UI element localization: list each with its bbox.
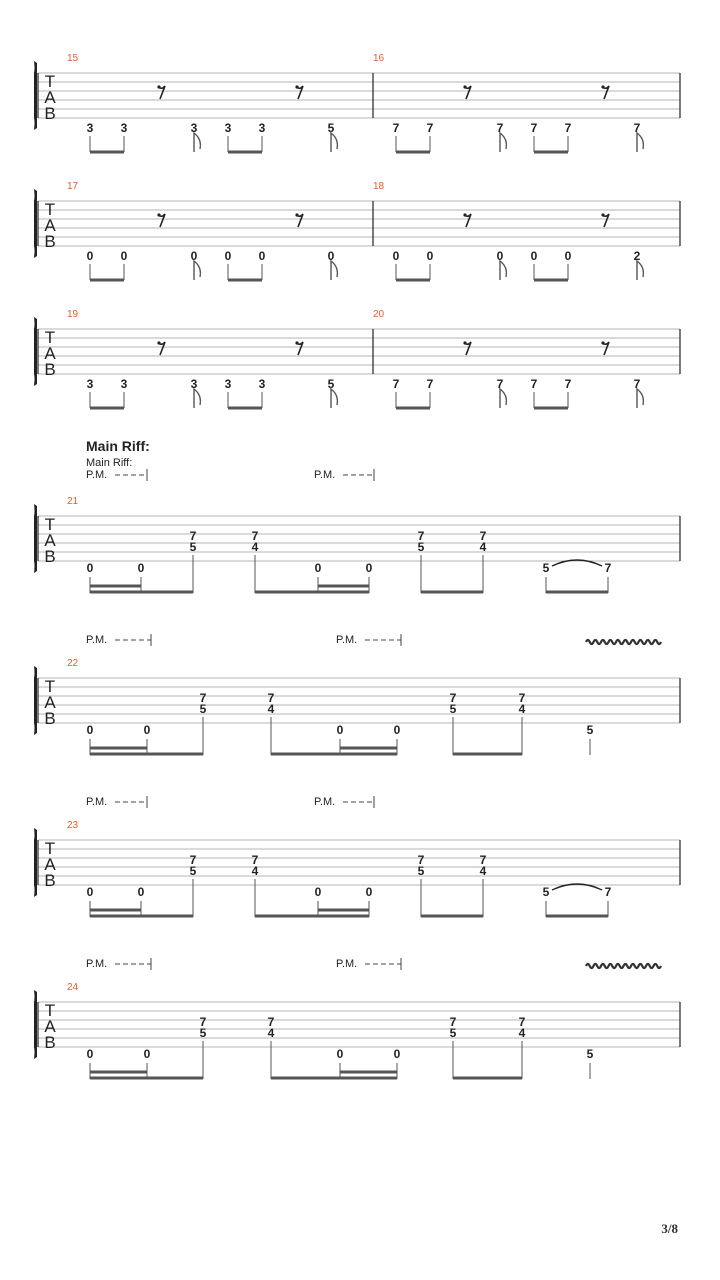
fret-number: 7 — [633, 121, 641, 135]
palm-mute-label: P.M. — [86, 796, 108, 808]
fret-number: 7 — [496, 377, 504, 391]
fret-number: 0 — [86, 249, 94, 263]
bar-number: 22 — [67, 658, 79, 669]
tab-clef-b: B — [44, 547, 56, 566]
fret-number: 4 — [518, 702, 526, 716]
fret-number: 7 — [604, 885, 612, 899]
fret-number: 0 — [496, 249, 504, 263]
fret-number: 7 — [564, 121, 572, 135]
fret-number: 7 — [426, 121, 434, 135]
fret-number: 0 — [393, 1047, 401, 1061]
tab-clef-b: B — [44, 871, 56, 890]
eighth-rest — [601, 213, 604, 216]
eighth-rest — [157, 341, 160, 344]
fret-number: 5 — [449, 1026, 457, 1040]
fret-number: 3 — [86, 121, 94, 135]
note-flag — [637, 133, 643, 152]
system-bracket — [34, 990, 37, 1059]
fret-number: 7 — [251, 853, 259, 867]
vibrato — [586, 964, 661, 968]
note-flag — [637, 389, 643, 408]
fret-number: 4 — [479, 864, 487, 878]
tab-clef-b: B — [44, 104, 56, 123]
fret-number: 5 — [542, 885, 550, 899]
fret-number: 7 — [199, 691, 207, 705]
fret-number: 0 — [365, 561, 373, 575]
fret-number: 0 — [336, 723, 344, 737]
fret-number: 4 — [267, 1026, 275, 1040]
palm-mute-label: P.M. — [314, 796, 336, 808]
eighth-rest — [157, 85, 160, 88]
note-flag — [194, 389, 200, 408]
tab-clef-a: A — [44, 344, 56, 363]
fret-number: 0 — [314, 561, 322, 575]
fret-number: 7 — [392, 121, 400, 135]
eighth-rest — [157, 213, 160, 216]
fret-number: 0 — [530, 249, 538, 263]
fret-number: 0 — [258, 249, 266, 263]
fret-number: 0 — [143, 723, 151, 737]
fret-number: 0 — [393, 723, 401, 737]
fret-number: 5 — [327, 121, 335, 135]
fret-number: 0 — [327, 249, 335, 263]
system-bracket — [34, 828, 37, 897]
fret-number: 0 — [190, 249, 198, 263]
tab-clef-a: A — [44, 216, 56, 235]
bar-number: 15 — [67, 53, 79, 64]
fret-number: 3 — [120, 121, 128, 135]
tab-clef-b: B — [44, 360, 56, 379]
fret-number: 5 — [417, 540, 425, 554]
eighth-rest — [601, 85, 604, 88]
fret-number: 7 — [251, 529, 259, 543]
fret-number: 7 — [189, 529, 197, 543]
bar-number: 24 — [67, 982, 79, 993]
fret-number: 5 — [417, 864, 425, 878]
eighth-rest — [463, 213, 466, 216]
tab-clef-a: A — [44, 88, 56, 107]
fret-number: 5 — [586, 1047, 594, 1061]
fret-number: 4 — [479, 540, 487, 554]
system-bracket — [34, 666, 37, 735]
palm-mute-label: P.M. — [86, 958, 108, 970]
fret-number: 0 — [564, 249, 572, 263]
system-bracket — [34, 504, 37, 573]
fret-number: 7 — [518, 1015, 526, 1029]
fret-number: 0 — [314, 885, 322, 899]
vibrato — [586, 640, 661, 644]
fret-number: 2 — [633, 249, 641, 263]
tab-clef-a: A — [44, 531, 56, 550]
fret-number: 7 — [267, 1015, 275, 1029]
bar-number: 18 — [373, 181, 385, 192]
fret-number: 5 — [199, 1026, 207, 1040]
tab-clef-b: B — [44, 1033, 56, 1052]
page-number: 3/8 — [661, 1221, 678, 1236]
system-bracket — [34, 189, 37, 258]
fret-number: 7 — [479, 853, 487, 867]
eighth-rest — [295, 341, 298, 344]
palm-mute-label: P.M. — [336, 958, 358, 970]
fret-number: 7 — [633, 377, 641, 391]
note-flag — [194, 261, 200, 280]
fret-number: 4 — [267, 702, 275, 716]
bar-number: 21 — [67, 496, 79, 507]
eighth-rest — [463, 341, 466, 344]
fret-number: 7 — [604, 561, 612, 575]
fret-number: 0 — [137, 561, 145, 575]
fret-number: 7 — [530, 121, 538, 135]
tab-clef-a: A — [44, 693, 56, 712]
note-flag — [500, 261, 506, 280]
tab-clef-t: T — [44, 839, 56, 858]
tab-clef-a: A — [44, 1017, 56, 1036]
fret-number: 4 — [251, 540, 259, 554]
fret-number: 0 — [143, 1047, 151, 1061]
fret-number: 4 — [251, 864, 259, 878]
fret-number: 7 — [449, 1015, 457, 1029]
tab-clef-t: T — [44, 515, 56, 534]
section-title: Main Riff: — [86, 438, 150, 454]
fret-number: 0 — [86, 885, 94, 899]
tab-clef-b: B — [44, 709, 56, 728]
fret-number: 7 — [189, 853, 197, 867]
tab-clef-t: T — [44, 1001, 56, 1020]
fret-number: 0 — [86, 1047, 94, 1061]
tab-clef-t: T — [44, 72, 56, 91]
fret-number: 4 — [518, 1026, 526, 1040]
palm-mute-label: P.M. — [86, 634, 108, 646]
note-flag — [194, 133, 200, 152]
bar-number: 20 — [373, 309, 385, 320]
fret-number: 7 — [530, 377, 538, 391]
fret-number: 7 — [417, 853, 425, 867]
fret-number: 7 — [479, 529, 487, 543]
tab-clef-t: T — [44, 328, 56, 347]
fret-number: 0 — [365, 885, 373, 899]
bar-number: 16 — [373, 53, 385, 64]
palm-mute-label: P.M. — [314, 469, 336, 481]
fret-number: 3 — [86, 377, 94, 391]
fret-number: 3 — [224, 377, 232, 391]
eighth-rest — [463, 85, 466, 88]
note-flag — [331, 389, 337, 408]
fret-number: 7 — [496, 121, 504, 135]
note-flag — [331, 133, 337, 152]
note-flag — [500, 389, 506, 408]
note-flag — [500, 133, 506, 152]
fret-number: 5 — [189, 864, 197, 878]
fret-number: 0 — [120, 249, 128, 263]
fret-number: 7 — [392, 377, 400, 391]
note-flag — [637, 261, 643, 280]
fret-number: 5 — [542, 561, 550, 575]
fret-number: 3 — [224, 121, 232, 135]
fret-number: 7 — [417, 529, 425, 543]
fret-number: 5 — [199, 702, 207, 716]
tab-clef-t: T — [44, 677, 56, 696]
eighth-rest — [601, 341, 604, 344]
fret-number: 0 — [86, 561, 94, 575]
fret-number: 7 — [518, 691, 526, 705]
fret-number: 0 — [392, 249, 400, 263]
bar-number: 19 — [67, 309, 79, 320]
fret-number: 3 — [120, 377, 128, 391]
tab-clef-b: B — [44, 232, 56, 251]
fret-number: 0 — [224, 249, 232, 263]
fret-number: 5 — [189, 540, 197, 554]
fret-number: 0 — [426, 249, 434, 263]
fret-number: 3 — [258, 121, 266, 135]
fret-number: 7 — [199, 1015, 207, 1029]
palm-mute-label: P.M. — [336, 634, 358, 646]
fret-number: 0 — [137, 885, 145, 899]
fret-number: 3 — [190, 377, 198, 391]
section-subtitle: Main Riff: — [86, 457, 133, 469]
palm-mute-label: P.M. — [86, 469, 108, 481]
tab-clef-t: T — [44, 200, 56, 219]
system-bracket — [34, 317, 37, 386]
fret-number: 7 — [449, 691, 457, 705]
fret-number: 3 — [190, 121, 198, 135]
fret-number: 7 — [426, 377, 434, 391]
eighth-rest — [295, 85, 298, 88]
note-flag — [331, 261, 337, 280]
bar-number: 17 — [67, 181, 79, 192]
eighth-rest — [295, 213, 298, 216]
fret-number: 3 — [258, 377, 266, 391]
fret-number: 5 — [449, 702, 457, 716]
bar-number: 23 — [67, 820, 79, 831]
system-bracket — [34, 61, 37, 130]
fret-number: 0 — [336, 1047, 344, 1061]
fret-number: 0 — [86, 723, 94, 737]
fret-number: 7 — [564, 377, 572, 391]
fret-number: 5 — [327, 377, 335, 391]
fret-number: 7 — [267, 691, 275, 705]
tab-clef-a: A — [44, 855, 56, 874]
fret-number: 5 — [586, 723, 594, 737]
